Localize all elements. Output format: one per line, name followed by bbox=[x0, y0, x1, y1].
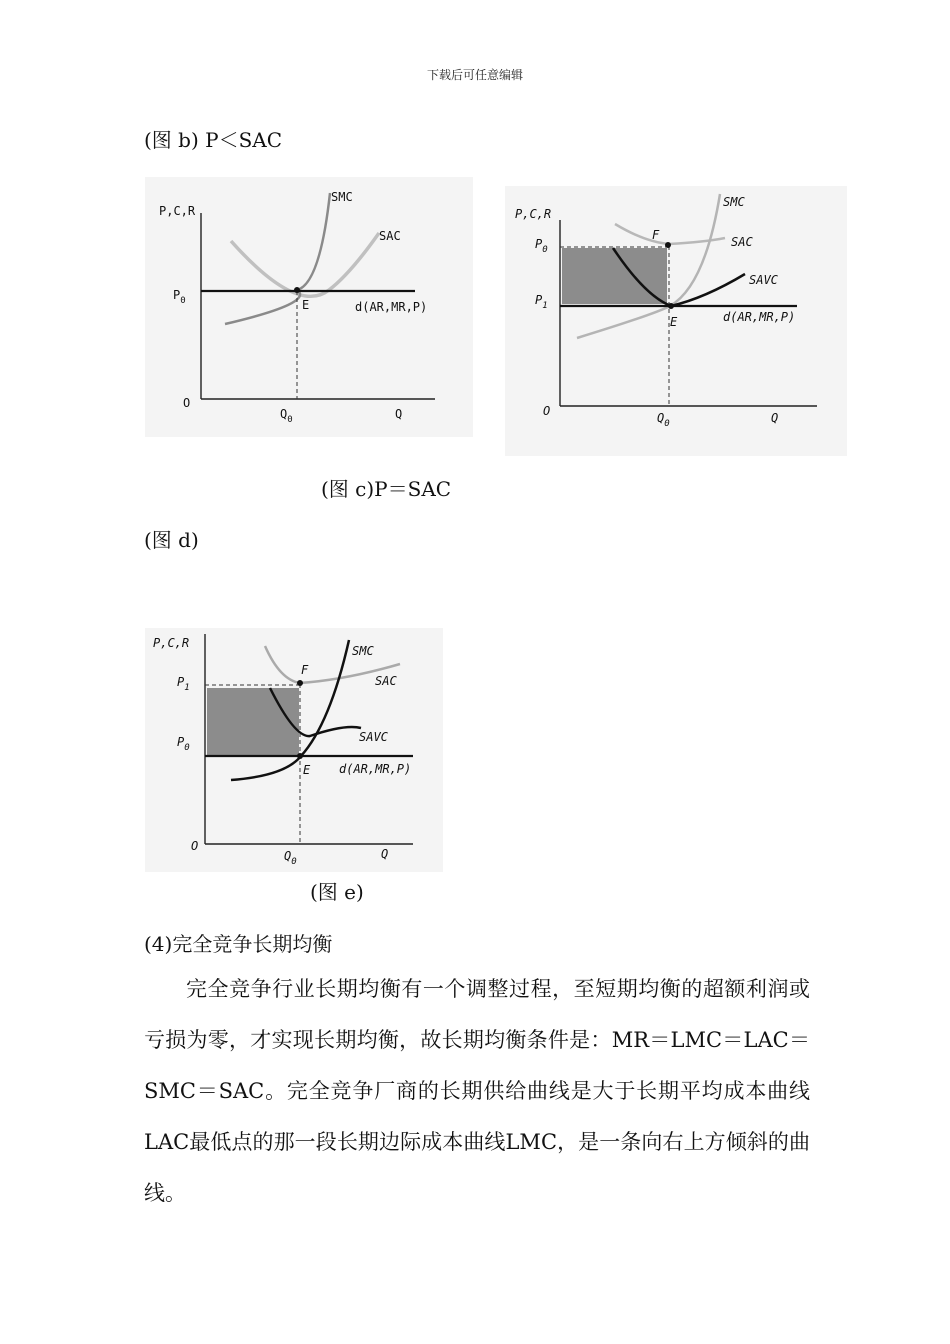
paragraph-text: 完全竞争行业长期均衡有一个调整过程，至短期均衡的超额利润或亏损为零，才实现长期均衡，故长期均衡条件是：MR＝LMC＝LAC＝SMC＝SAC。完全竞争厂商的长期供给曲线是大于长期平均成本曲线LAC最低点的那一段长期边际成本曲线LMC，是一条向右上方倾斜的曲线。 bbox=[144, 977, 810, 1205]
p1-label: $P_1$ bbox=[177, 675, 190, 693]
equilibrium-point-e bbox=[297, 753, 303, 759]
smc-label: SMC bbox=[331, 190, 353, 204]
point-f bbox=[665, 242, 671, 248]
smc-label: SMC bbox=[723, 195, 745, 209]
section-heading: (4)完全竞争长期均衡 bbox=[144, 932, 333, 956]
q0-label: $Q_0$ bbox=[657, 411, 670, 429]
x-axis-label: Q bbox=[395, 407, 403, 421]
origin-label: O bbox=[543, 404, 551, 418]
point-e-label: E bbox=[670, 315, 678, 329]
smc-label: SMC bbox=[352, 644, 374, 658]
sac-label: SAC bbox=[375, 674, 397, 688]
y-axis-label: P,C,R bbox=[153, 636, 190, 650]
q0-label: $Q_0$ bbox=[284, 849, 297, 867]
demand-label: d(AR,MR,P) bbox=[339, 762, 412, 776]
q0-label: $Q_0$ bbox=[280, 407, 293, 425]
x-axis-label: Q bbox=[771, 411, 779, 425]
p0-label: $P_0$ bbox=[535, 237, 548, 255]
point-e-label: E bbox=[302, 298, 310, 312]
point-e-label: E bbox=[303, 763, 311, 777]
smc-curve bbox=[225, 193, 330, 324]
sac-curve bbox=[231, 233, 379, 296]
point-f-label: F bbox=[301, 663, 309, 677]
origin-label: O bbox=[191, 839, 199, 853]
y-axis-label: P,C,R bbox=[515, 207, 552, 221]
demand-label: d(AR,MR,P) bbox=[355, 300, 428, 314]
figure-e-caption: (图 e) bbox=[310, 880, 364, 904]
origin-label: O bbox=[183, 396, 191, 410]
sac-label: SAC bbox=[731, 235, 753, 249]
figure-c-caption: (图 c)P＝SAC bbox=[321, 477, 452, 501]
sac-label: SAC bbox=[379, 229, 401, 243]
figure-e-chart bbox=[145, 628, 443, 872]
point-f-label: F bbox=[652, 228, 660, 242]
p0-label: $P_0$ bbox=[173, 288, 186, 306]
demand-label: d(AR,MR,P) bbox=[723, 310, 796, 324]
figure-c-chart bbox=[145, 177, 473, 437]
equilibrium-point-e bbox=[294, 287, 300, 293]
profit-area bbox=[207, 688, 299, 755]
equilibrium-point-e bbox=[668, 303, 674, 309]
x-axis-label: Q bbox=[381, 847, 389, 861]
point-f bbox=[297, 680, 303, 686]
savc-label: SAVC bbox=[359, 730, 388, 744]
savc-label: SAVC bbox=[749, 273, 778, 287]
figure-d-caption: (图 d) bbox=[144, 528, 199, 552]
body-paragraph bbox=[144, 964, 810, 1219]
page-header: 下载后可任意编辑 bbox=[426, 68, 523, 82]
p0-label: $P_0$ bbox=[177, 735, 190, 753]
loss-area bbox=[562, 248, 667, 304]
y-axis-label: P,C,R bbox=[159, 204, 196, 218]
figure-d-chart bbox=[505, 186, 847, 456]
figure-b-caption: (图 b) P＜SAC bbox=[144, 128, 283, 152]
p1-label: $P_1$ bbox=[535, 293, 548, 311]
